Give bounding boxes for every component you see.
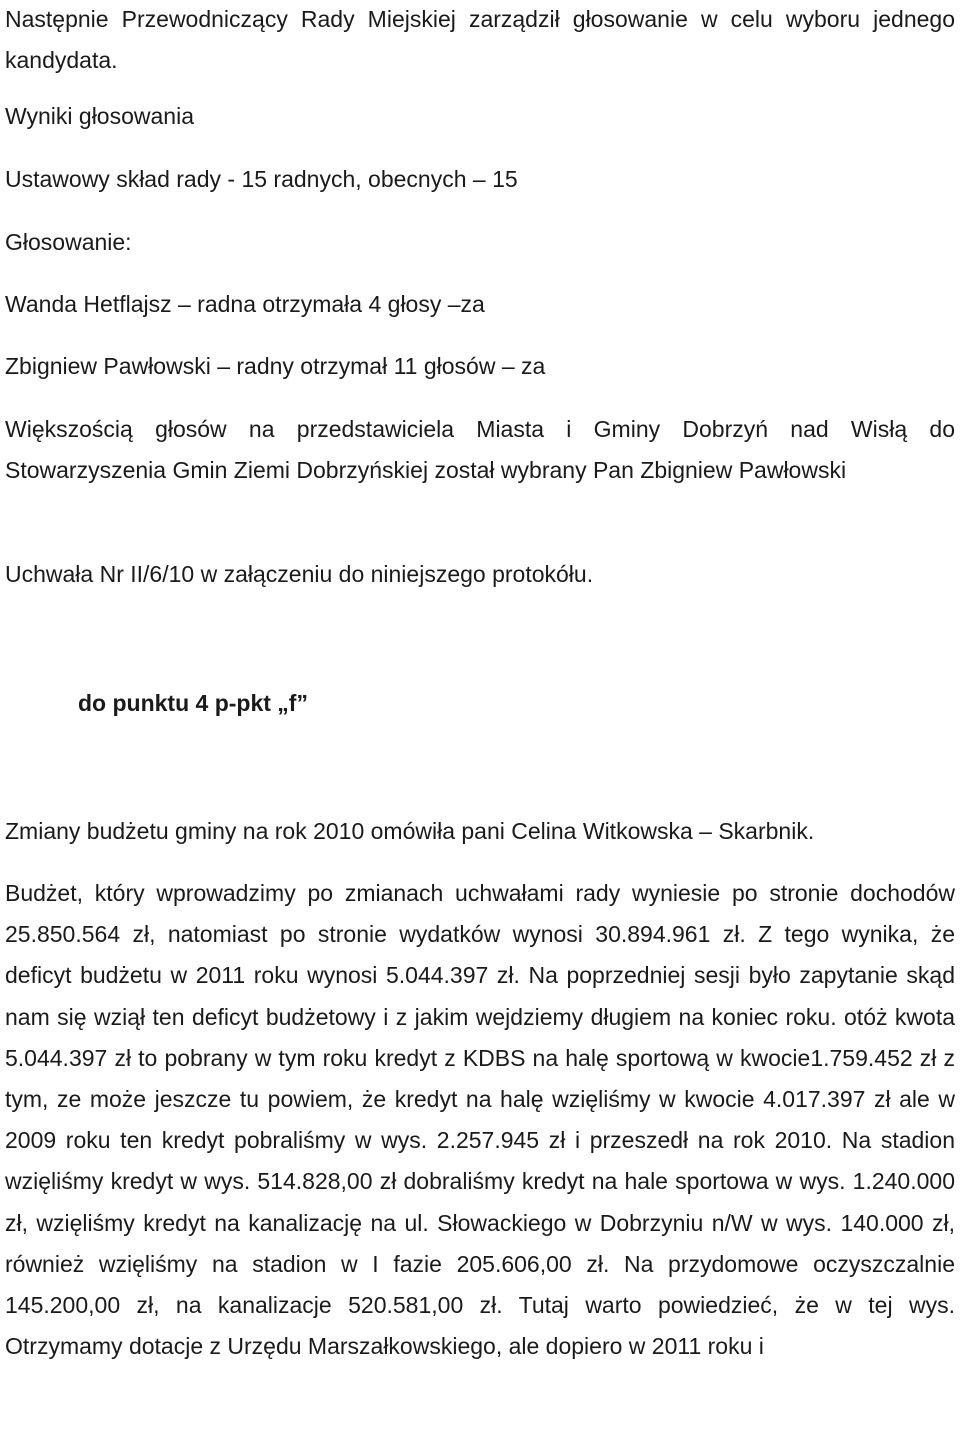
- budget-intro: Zmiany budżetu gminy na rok 2010 omówiła pani Celina Witkowska – Skarbnik.: [5, 818, 815, 844]
- intro-paragraph: Następnie Przewodniczący Rady Miejskiej zarządził głosowanie w celu wyboru jednego kandydata.: [5, 6, 955, 74]
- budget-paragraph: Budżet, który wprowadzimy po zmianach uchwałami rady wyniesie po stronie dochodów 25.850.564 zł, natomiast po stronie wydatków wynosi 30.894.961 zł. Z tego wynika, że deficyt budżetu w 2011 roku wynosi 5.044.397 zł. Na poprzedniej sesji było zapytanie skąd nam się wziął ten deficyt budżetowy i z jakim wejdziemy długiem na koniec roku. otóż kwota 5.044.397 zł to pobrany w tym roku kredyt z KDBS na halę sportową w kwocie1.759.452 zł z tym, ze może jeszcze tu powiem, że kredyt na halę wzięliśmy w kwocie 4.017.397 zł ale w 2009 roku ten kredyt pobraliśmy w wys. 2.257.945 zł i przeszedł na rok 2010. Na stadion wzięliśmy kredyt w wys. 514.828,00 zł dobraliśmy kredyt na hale sportowa w wys. 1.240.000 zł, wzięliśmy kredyt na kanalizację na ul. Słowackiego w Dobrzyniu n/W w wys. 140.000 zł, również wzięliśmy na stadion w I fazie 205.606,00 zł. Na przydomowe oczyszczalnie 145.200,00 zł, na kanalizacje 520.581,00 zł. Tutaj warto powiedzieć, że w tej wys. Otrzymamy dotacje z Urzędu Marszałkowskiego, ale dopiero w 2011 roku i: [5, 880, 955, 1360]
- results-title: Wyniki głosowania: [5, 103, 194, 129]
- resolution-note: Uchwała Nr II/6/10 w załączeniu do niniejszego protokółu.: [5, 561, 594, 587]
- vote-result-1: Wanda Hetflajsz – radna otrzymała 4 głosy –za: [5, 291, 485, 317]
- section-heading: do punktu 4 p-pkt „f”: [78, 690, 308, 716]
- council-composition: Ustawowy skład rady - 15 radnych, obecnych – 15: [5, 166, 518, 192]
- voting-label: Głosowanie:: [5, 229, 132, 255]
- vote-result-2: Zbigniew Pawłowski – radny otrzymał 11 głosów – za: [5, 353, 546, 379]
- election-result-paragraph: Większością głosów na przedstawiciela Miasta i Gminy Dobrzyń nad Wisłą do Stowarzyszenia Gmin Ziemi Dobrzyńskiej został wybrany Pan Zbigniew Pawłowski: [5, 416, 955, 484]
